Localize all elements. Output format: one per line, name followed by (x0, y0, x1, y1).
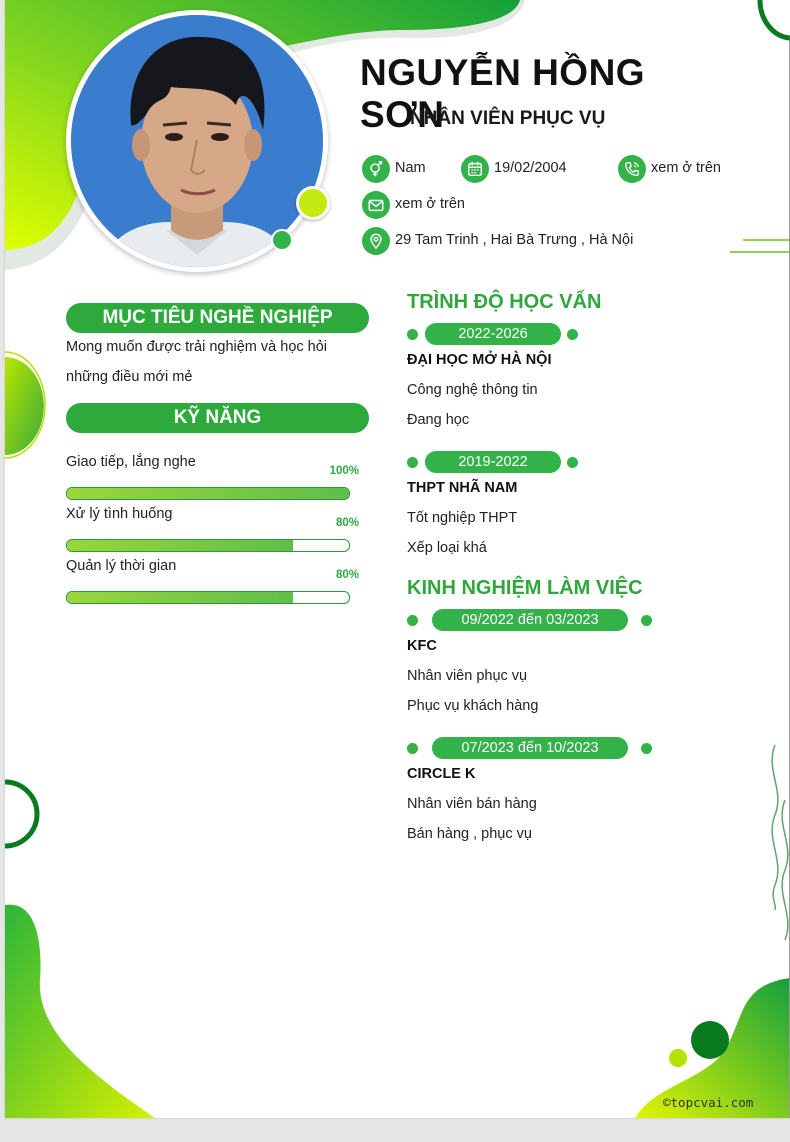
gender-icon (362, 155, 390, 183)
timeline-dot (407, 329, 418, 340)
skills-heading: KỸ NĂNG (66, 403, 369, 433)
skill-progress-fill (67, 488, 349, 499)
skill-progress-fill (67, 540, 293, 551)
education-detail: Tốt nghiệp THPT (407, 510, 518, 526)
timeline-dot (567, 457, 578, 468)
experience-date: 07/2023 đến 10/2023 (432, 737, 628, 759)
education-detail: Công nghệ thông tin (407, 382, 538, 398)
timeline-dot (407, 615, 418, 626)
gender-text: Nam (395, 160, 426, 176)
timeline-dot (641, 615, 652, 626)
skill-percent: 100% (329, 465, 359, 477)
phone-text: xem ở trên (651, 160, 721, 176)
objective-line-2: những điều mới mẻ (66, 369, 193, 385)
experience-detail: Nhân viên phục vụ (407, 668, 528, 684)
location-icon (362, 227, 390, 255)
school-name: ĐẠI HỌC MỞ HÀ NỘI (407, 352, 552, 368)
education-detail: Xếp loại khá (407, 540, 487, 556)
timeline-dot (407, 743, 418, 754)
education-date: 2019-2022 (425, 451, 561, 473)
skill-progress-bar (66, 487, 350, 500)
watermark: ©topcvai.com (663, 1095, 754, 1110)
experience-heading: KINH NGHIỆM LÀM VIỆC (407, 577, 643, 599)
calendar-icon (461, 155, 489, 183)
cv-page (5, 0, 790, 1118)
company-name: KFC (407, 638, 437, 654)
address-text: 29 Tam Trinh , Hai Bà Trưng , Hà Nội (395, 232, 634, 248)
objective-heading: MỤC TIÊU NGHỀ NGHIỆP (66, 303, 369, 333)
email-text: xem ở trên (395, 196, 465, 212)
phone-icon (618, 155, 646, 183)
skill-progress-bar (66, 591, 350, 604)
timeline-dot (407, 457, 418, 468)
candidate-name: NGUYỄN HỒNG SƠN (360, 52, 646, 135)
job-title: NHÂN VIÊN PHỤC VỤ (410, 108, 606, 129)
experience-detail: Nhân viên bán hàng (407, 796, 537, 812)
birthday-text: 19/02/2004 (494, 160, 567, 176)
timeline-dot (641, 743, 652, 754)
email-icon (362, 191, 390, 219)
education-date: 2022-2026 (425, 323, 561, 345)
skill-name: Giao tiếp, lắng nghe (66, 454, 196, 470)
company-name: CIRCLE K (407, 766, 476, 782)
experience-detail: Phục vụ khách hàng (407, 698, 539, 714)
education-detail: Đang học (407, 412, 470, 428)
education-heading: TRÌNH ĐỘ HỌC VẤN (407, 291, 602, 313)
skill-name: Quản lý thời gian (66, 558, 177, 574)
decor-dot-green (271, 229, 293, 251)
school-name: THPT NHÃ NAM (407, 480, 518, 496)
skill-progress-bar (66, 539, 350, 552)
skill-percent: 80% (335, 569, 359, 581)
objective-line-1: Mong muốn được trải nghiệm và học hỏi (66, 339, 328, 355)
skill-percent: 80% (335, 517, 359, 529)
timeline-dot (567, 329, 578, 340)
experience-date: 09/2022 đến 03/2023 (432, 609, 628, 631)
experience-detail: Bán hàng , phục vụ (407, 826, 532, 842)
skill-progress-fill (67, 592, 293, 603)
decor-dot-lime (296, 186, 330, 220)
skill-name: Xử lý tình huống (66, 506, 173, 522)
